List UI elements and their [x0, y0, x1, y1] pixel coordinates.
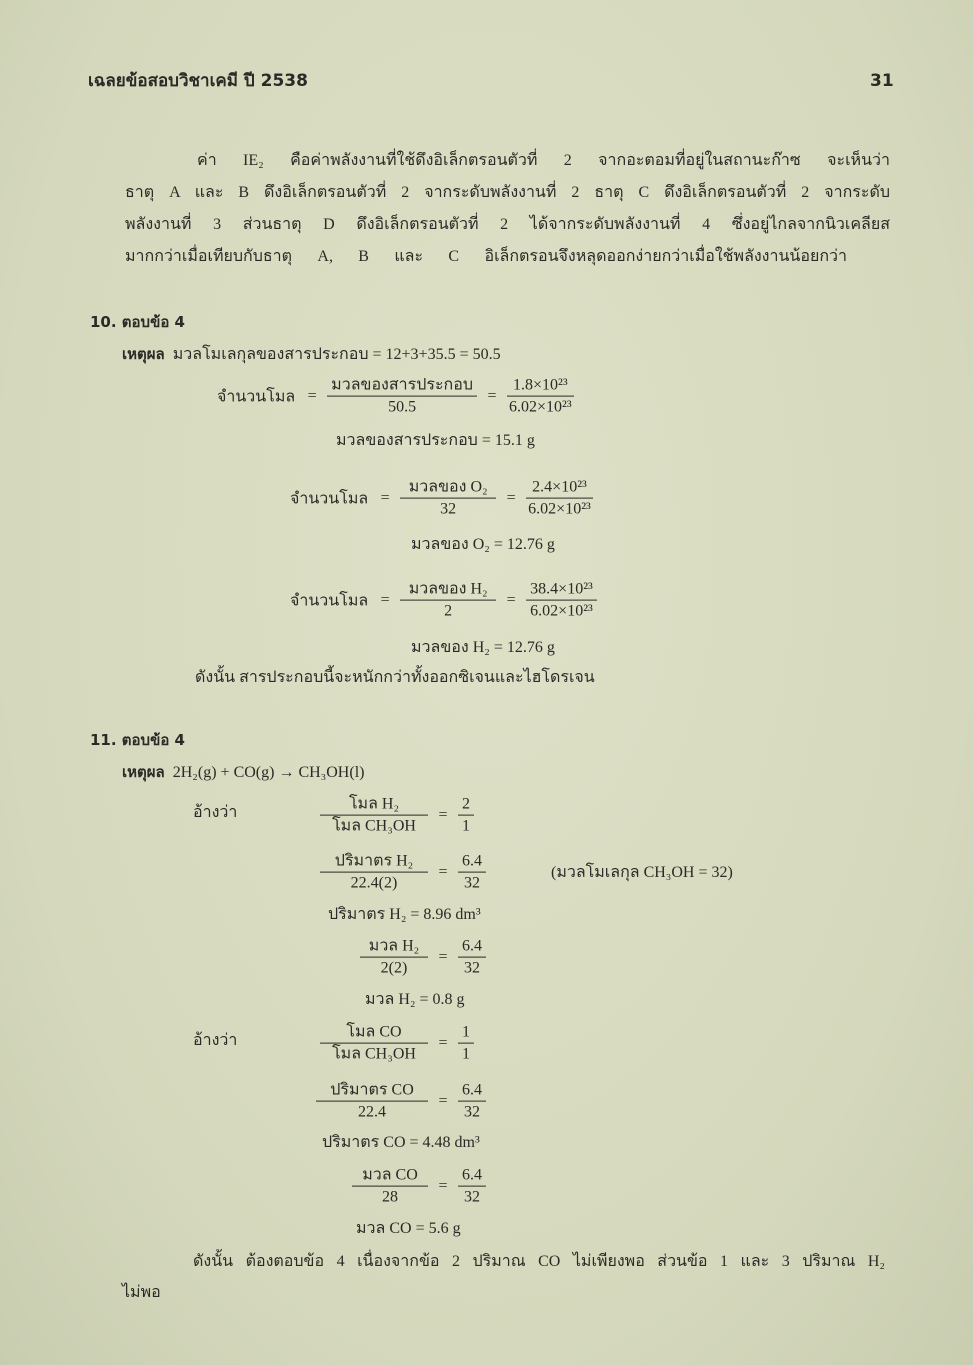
fraction: [402, 581, 494, 622]
question-11-heading: 11. ตอบข้อ 4: [90, 731, 185, 749]
equation-moles-compound: [217, 377, 572, 418]
fraction: [460, 796, 472, 837]
numerator: 38.4×10²³: [526, 581, 597, 601]
denominator: 6.02×10²³: [528, 501, 591, 518]
fraction: [460, 1082, 484, 1123]
running-header-title: เฉลยข้อสอบวิชาเคมี ปี 2538: [88, 71, 308, 91]
result-line: ปริมาตร H₂ = 8.96 dm³: [328, 906, 481, 923]
reason-line: [122, 765, 364, 781]
fraction: [460, 1024, 472, 1065]
equation-moles-hydrogen: [290, 581, 595, 622]
numerator: มวลของ O₂: [400, 479, 496, 499]
result-line: มวลของสารประกอบ = 15.1 g: [336, 432, 535, 449]
fraction: [322, 796, 426, 837]
result-line: มวลของ H₂ = 12.76 g: [411, 639, 555, 656]
denominator: โมล CH₃OH: [332, 1046, 416, 1063]
numerator: มวลของสารประกอบ: [327, 377, 477, 397]
result-line: มวล CO = 5.6 g: [356, 1220, 461, 1237]
equals-sign: =: [487, 388, 497, 405]
conclusion: ดังนั้น สารประกอบนี้จะหนักกว่าทั้งออกซิเจนและไฮโดรเจน: [195, 669, 595, 686]
equation-moles-oxygen: [290, 479, 591, 520]
denominator: 22.4(2): [350, 875, 398, 892]
page-number: 31: [870, 71, 894, 91]
numerator: 1.8×10²³: [507, 377, 574, 397]
claim-label: อ้างว่า: [193, 804, 238, 821]
ratio-equation: [322, 1024, 472, 1065]
numerator: โมล CO: [320, 1024, 428, 1044]
equals-sign: =: [380, 490, 390, 507]
equals-sign: =: [380, 592, 390, 609]
numerator: 6.4: [458, 1082, 486, 1102]
numerator: ปริมาตร H₂: [320, 853, 428, 873]
fraction: [460, 853, 484, 894]
ratio-equation: [322, 796, 472, 837]
fraction: [460, 1167, 484, 1208]
molar-mass-note: (มวลโมเลกุล CH₃OH = 32): [551, 864, 733, 881]
equation-lhs: จำนวนโมล: [290, 490, 369, 508]
denominator: โมล CH₃OH: [332, 818, 416, 835]
equals-sign: =: [438, 1093, 448, 1110]
numerator: 6.4: [458, 1167, 486, 1187]
ratio-equation: [354, 1167, 484, 1208]
denominator: 32: [464, 960, 480, 977]
equals-sign: =: [307, 388, 317, 405]
equals-sign: =: [438, 1035, 448, 1052]
fraction: [322, 853, 426, 894]
conclusion-line: ไม่พอ: [122, 1284, 161, 1301]
denominator: 32: [440, 501, 457, 518]
equation-lhs: จำนวนโมล: [290, 592, 369, 610]
denominator: 1: [462, 1046, 470, 1063]
equals-sign: =: [438, 949, 448, 966]
reason-line: [122, 347, 501, 363]
fraction: [322, 1024, 426, 1065]
fraction: [402, 479, 494, 520]
denominator: 50.5: [388, 399, 417, 416]
fraction: [354, 1167, 426, 1208]
fraction: [528, 479, 591, 520]
denominator: 22.4: [358, 1104, 386, 1121]
reason-text: มวลโมเลกุลของสารประกอบ = 12+3+35.5 = 50.5: [172, 346, 501, 363]
fraction: [329, 377, 475, 418]
fraction: [362, 938, 426, 979]
numerator: มวล H₂: [360, 938, 428, 958]
denominator: 2(2): [380, 960, 408, 977]
numerator: 1: [458, 1024, 474, 1044]
result-line: มวล H₂ = 0.8 g: [365, 991, 465, 1008]
fraction: [509, 377, 572, 418]
reason-label: เหตุผล: [122, 345, 165, 363]
denominator: 1: [462, 818, 470, 835]
ratio-equation: [318, 1082, 484, 1123]
result-line: มวลของ O₂ = 12.76 g: [411, 536, 555, 553]
conclusion-line: ดังนั้น ต้องตอบข้อ 4 เนื่องจากข้อ 2 ปริมาณ CO ไม่เพียงพอ ส่วนข้อ 1 และ 3 ปริมาณ H₂: [193, 1253, 885, 1270]
denominator: 32: [464, 1104, 480, 1121]
numerator: มวลของ H₂: [400, 581, 496, 601]
equals-sign: =: [506, 592, 516, 609]
equals-sign: =: [438, 807, 448, 824]
equals-sign: =: [506, 490, 516, 507]
paragraph-line: ธาตุ A และ B ดึงอิเล็กตรอนตัวที่ 2 จากระดับพลังงานที่ 2 ธาตุ C ดึงอิเล็กตรอนตัวที่ 2 จากระดับ: [125, 184, 890, 201]
reaction-equation: 2H₂(g) + CO(g) → CH₃OH(l): [172, 764, 365, 781]
numerator: ปริมาตร CO: [316, 1082, 428, 1102]
numerator: โมล H₂: [320, 796, 428, 816]
numerator: 6.4: [458, 853, 486, 873]
numerator: 2.4×10²³: [526, 479, 593, 499]
numerator: 2: [458, 796, 474, 816]
fraction: [318, 1082, 426, 1123]
reason-label: เหตุผล: [122, 763, 165, 781]
ratio-equation: [322, 853, 484, 894]
equals-sign: =: [438, 1178, 448, 1195]
denominator: 32: [464, 1189, 480, 1206]
denominator: 6.02×10²³: [530, 603, 593, 620]
equation-lhs: จำนวนโมล: [217, 388, 296, 406]
equals-sign: =: [438, 864, 448, 881]
result-line: ปริมาตร CO = 4.48 dm³: [322, 1134, 480, 1151]
denominator: 6.02×10²³: [509, 399, 572, 416]
question-10-heading: 10. ตอบข้อ 4: [90, 313, 185, 331]
denominator: 28: [382, 1189, 398, 1206]
paragraph-line: มากกว่าเมื่อเทียบกับธาตุ A, B และ C อิเล็กตรอนจึงหลุดออกง่ายกว่าเมื่อใช้พลังงานน้อยกว่า: [125, 248, 847, 265]
claim-label: อ้างว่า: [193, 1032, 238, 1049]
denominator: 2: [444, 603, 453, 620]
paragraph-line: พลังงานที่ 3 ส่วนธาตุ D ดึงอิเล็กตรอนตัวที่ 2 ได้จากระดับพลังงานที่ 4 ซึ่งอยู่ไกลจากนิวเคลียส: [125, 216, 890, 233]
fraction: [460, 938, 484, 979]
paragraph-line: ค่า IE₂ คือค่าพลังงานที่ใช้ดึงอิเล็กตรอนตัวที่ 2 จากอะตอมที่อยู่ในสถานะก๊าซ จะเห็นว่า: [197, 152, 890, 169]
ratio-equation: [362, 938, 484, 979]
fraction: [528, 581, 595, 622]
numerator: มวล CO: [352, 1167, 428, 1187]
denominator: 32: [464, 875, 480, 892]
numerator: 6.4: [458, 938, 486, 958]
